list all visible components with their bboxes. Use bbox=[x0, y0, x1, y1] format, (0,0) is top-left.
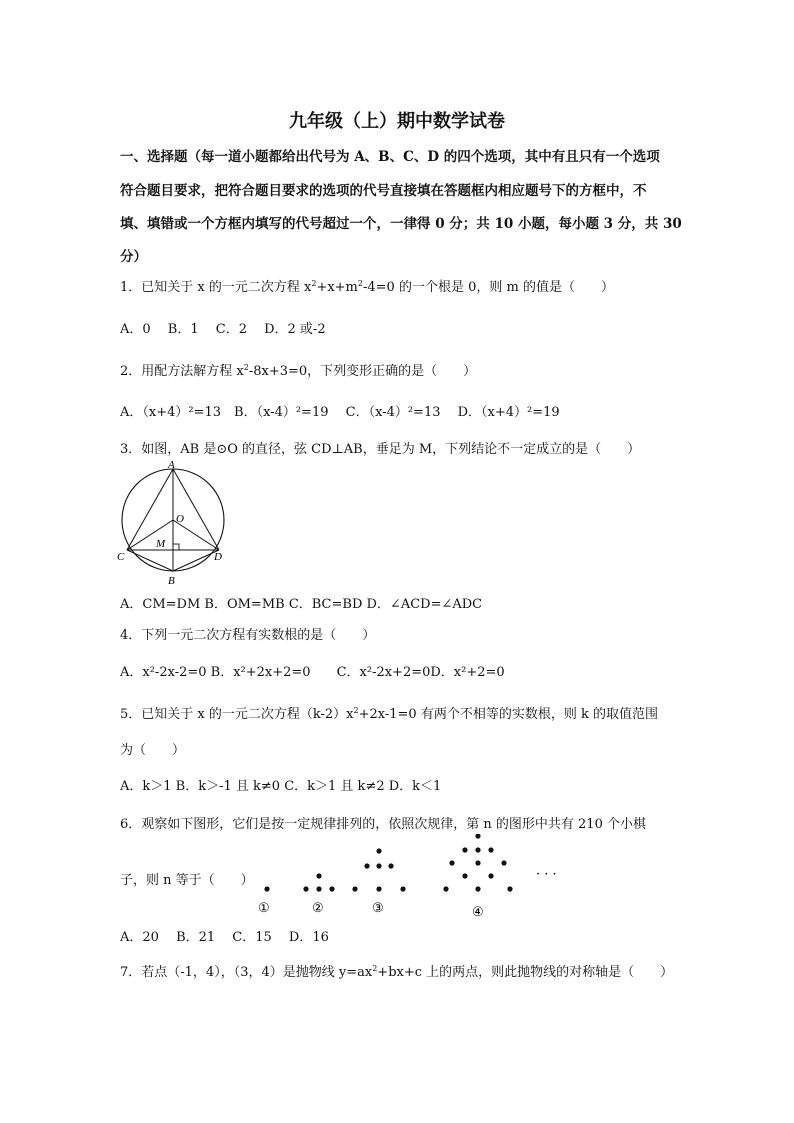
label-M: M bbox=[156, 538, 166, 550]
question-7-stem: 7．若点（-1，4），（3，4）是抛物线 $y=ax^2+bx+c$ 上的两点，则此抛物线的对称轴是（ ） bbox=[120, 964, 674, 980]
section-line-2: 符合题目要求，把符合题目要求的选项的代号直接填在答题框内相应题号下的方框中，不 bbox=[120, 183, 647, 199]
figure-label-1: ① bbox=[258, 901, 270, 916]
label-A: A bbox=[168, 459, 175, 471]
label-B: B bbox=[168, 575, 175, 587]
chess-pattern-figure bbox=[250, 834, 580, 920]
question-3-stem: 3．如图，AB 是⊙O 的直径，弦 CD⊥AB，垂足为 M，下列结论不一定成立的是（ ） bbox=[120, 442, 641, 457]
label-D: D bbox=[214, 551, 222, 563]
figure-label-2: ② bbox=[312, 901, 324, 916]
question-5-stem-line-2: 为（ ） bbox=[120, 743, 186, 758]
question-3-options: A．CM=DM B．OM=MB C．BC=BD D．∠ACD=∠ADC bbox=[120, 597, 483, 612]
section-line-1: 一、选择题（每一道小题都给出代号为 A、B、C、D 的四个选项，其中有且只有一个选项 bbox=[120, 149, 660, 165]
question-6-options: A．20 B．21 C．15 D．16 bbox=[120, 930, 329, 945]
question-5-stem: 5．已知关于 x 的一元二次方程$(k-2)x^2+2x-1=0$ 有两个不相等的实数根，则 k 的取值范围 bbox=[120, 706, 658, 722]
question-6-stem-line-1: 6．观察如下图形，它们是按一定规律排列的，依照次规律，第 n 的图形中共有 210 个小棋 bbox=[120, 817, 646, 832]
label-C: C bbox=[117, 551, 125, 563]
question-6-stem-line-2: 子，则 n 等于（ ） bbox=[120, 873, 254, 888]
section-line-3: 填、填错或一个方框内填写的代号超过一个，一律得 0 分；共 10 小题，每小题 3 分，共 30 bbox=[120, 216, 682, 232]
circle-diagram bbox=[112, 456, 242, 588]
question-2-options: A．（x+4）²=13 B．（x-4）²=19 C．（x-4）²=13 D．（x+4）²=19 bbox=[120, 405, 560, 420]
question-2-stem: 2．用配方法解方程 $x^2-8x+3=0$，下列变形正确的是（ ） bbox=[120, 363, 477, 379]
question-1-stem: 1．已知关于 x 的一元二次方程 $x^2+x+m^2-4=0$ 的一个根是 0，则 m 的值是（ ） bbox=[120, 279, 614, 295]
page-title: 九年级（上）期中数学试卷 bbox=[289, 111, 505, 132]
question-4-options: A．x²-2x-2=0 B．x²+2x+2=0 C．x²-2x+2=0D．x²+2=0 bbox=[120, 665, 505, 680]
section-line-4: 分） bbox=[120, 249, 147, 265]
question-4-stem: 4．下列一元二次方程有实数根的是（ ） bbox=[120, 628, 376, 643]
figure-label-4: ④ bbox=[472, 905, 484, 920]
ellipsis: · · · bbox=[536, 867, 557, 882]
figure-label-3: ③ bbox=[372, 901, 384, 916]
label-O: O bbox=[176, 513, 184, 525]
question-5-options: A．k＞1 B．k＞-1 且 k≠0 C．k＞1 且 k≠2 D．k＜1 bbox=[120, 779, 442, 794]
question-1-options: A．0 B．1 C．2 D．2 或-2 bbox=[120, 322, 326, 337]
